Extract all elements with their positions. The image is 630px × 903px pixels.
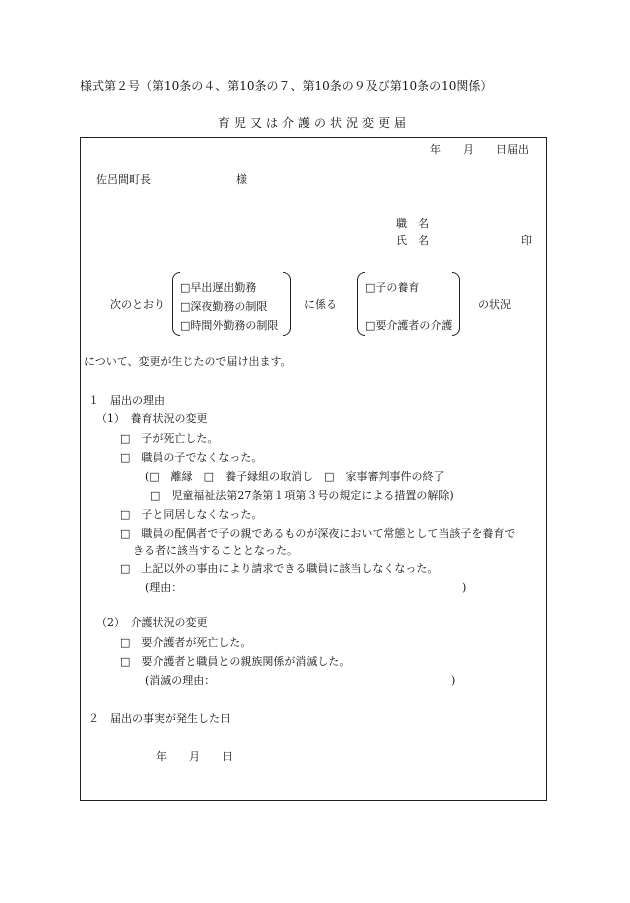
occurrence-date[interactable]: 年 月 日: [156, 750, 233, 763]
item-care-recipient-died[interactable]: □ 要介護者が死亡した。: [120, 636, 252, 649]
option-early-late-work[interactable]: □早出遅出勤務: [180, 281, 257, 294]
intro-prefix: 次のとおり: [110, 298, 165, 311]
item-reasons-line1[interactable]: (□ 離縁 □ 養子縁組の取消し □ 家事審判事件の終了: [145, 470, 445, 483]
addressee: 佐呂間町長: [96, 173, 151, 186]
option-nursing-care[interactable]: □要介護者の介護: [365, 319, 453, 332]
item-spouse-care-line2: きる者に該当することとなった。: [133, 544, 298, 557]
intro-sentence: について、変更が生じたので届け出ます。: [84, 355, 292, 368]
item-child-died[interactable]: □ 子が死亡した。: [120, 432, 219, 445]
form-number: 様式第２号（第10条の４、第10条の７、第10条の９及び第10条の10関係）: [80, 79, 493, 93]
item-reasons-line2[interactable]: □ 児童福祉法第27条第１項第３号の規定による措置の解除): [150, 489, 454, 502]
page-title: 育児又は介護の状況変更届: [218, 116, 411, 130]
submission-date[interactable]: 年 月 日届出: [430, 143, 529, 156]
section2-heading: ２ 届出の事実が発生した日: [88, 712, 231, 725]
item-not-employee-child[interactable]: □ 職員の子でなくなった。: [120, 451, 263, 464]
left-bracket-open: [172, 272, 180, 336]
item-relationship-ended[interactable]: □ 要介護者と職員との親族関係が消滅した。: [120, 655, 351, 668]
left-bracket-close: [283, 272, 291, 336]
form-frame: [80, 137, 547, 801]
option-night-work-limit[interactable]: □深夜勤務の制限: [180, 300, 268, 313]
reason-field-open[interactable]: (理由：: [145, 581, 183, 594]
seal-label: 印: [521, 234, 532, 247]
right-bracket-close: [452, 272, 460, 336]
extinction-reason-close: ): [451, 674, 456, 687]
item-not-cohabiting[interactable]: □ 子と同居しなくなった。: [120, 508, 263, 521]
option-childcare[interactable]: □子の養育: [365, 281, 420, 294]
item-spouse-care-line1[interactable]: □ 職員の配偶者で子の親であるものが深夜において常態として当該子を養育で: [120, 527, 516, 540]
position-label: 職 名: [396, 217, 429, 230]
item-other-reason[interactable]: □ 上記以外の事由により請求できる職員に該当しなくなった。: [120, 562, 439, 575]
sub2-heading: （2） 介護状況の変更: [96, 616, 208, 629]
extinction-reason-open[interactable]: (消滅の理由：: [145, 674, 216, 687]
relates-to: に係る: [304, 298, 337, 311]
name-label: 氏 名: [396, 234, 429, 247]
honorific: 様: [236, 173, 247, 186]
sub1-heading: （1） 養育状況の変更: [96, 412, 208, 425]
reason-field-close: ): [462, 581, 467, 594]
status-suffix: の状況: [478, 298, 511, 311]
right-bracket-open: [357, 272, 365, 336]
option-overtime-limit[interactable]: □時間外勤務の制限: [180, 319, 279, 332]
section1-heading: １ 届出の理由: [88, 394, 165, 407]
